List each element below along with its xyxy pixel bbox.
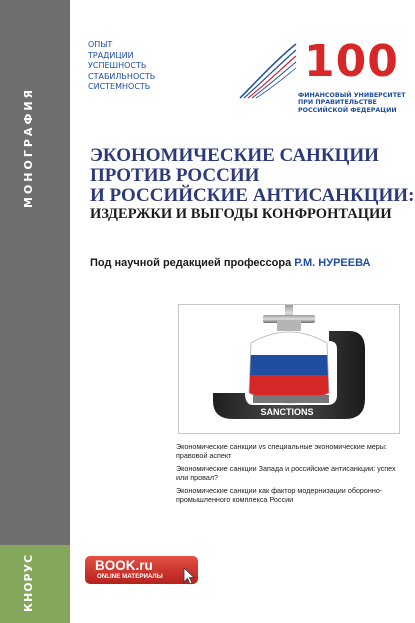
contents-item: Экономические санкции как фактор модернизации оборонно-промышленного комплекса России [176, 486, 383, 504]
university-name-line: РОССИЙСКОЙ ФЕДЕРАЦИИ [298, 106, 397, 114]
spine-publisher-label: КНОРУС [22, 553, 35, 612]
book-title [90, 145, 415, 206]
contents-list [176, 442, 406, 508]
trait-item: УСПЕШНОСТЬ [88, 61, 147, 70]
trait-item: СТАБИЛЬНОСТЬ [88, 71, 156, 81]
university-name [298, 92, 406, 114]
contents-item: Экономические санкции vs специальные экономические меры: правовой аспект [176, 442, 387, 460]
university-traits-list [88, 40, 155, 93]
title-line: ЭКОНОМИЧЕСКИЕ САНКЦИИ [90, 145, 379, 166]
spine-green-band [0, 545, 70, 623]
editor-name: Р.М. НУРЕЕВА [294, 257, 371, 269]
c-clamp-flag-icon [179, 305, 399, 433]
contents-item: Экономические санкции Запада и российские антисанкции: успех или провал? [176, 464, 396, 482]
university-swoosh-icon [238, 40, 298, 100]
title-line: ПРОТИВ РОССИИ [90, 165, 260, 186]
university-name-line: ПРИ ПРАВИТЕЛЬСТВЕ [298, 99, 377, 107]
trait-item: ТРАДИЦИИ [88, 50, 134, 60]
trait-item: СИСТЕМНОСТЬ [88, 82, 151, 91]
spine-gray-band [0, 0, 70, 545]
title-line: И РОССИЙСКИЕ АНТИСАНКЦИИ: [90, 185, 415, 206]
cursor-arrow-icon [183, 567, 197, 585]
editor-credit [90, 257, 370, 269]
bookru-subtitle: ONLINE МАТЕРИАЛЫ [97, 573, 163, 580]
spine-genre-label: МОНОГРАФИЯ [22, 86, 35, 208]
editor-prefix: Под научной редакцией профессора [90, 257, 292, 269]
bookru-badge[interactable] [85, 556, 198, 584]
anniversary-number: 100 [304, 36, 399, 87]
book-subtitle: ИЗДЕРЖКИ И ВЫГОДЫ КОНФРОНТАЦИИ [90, 206, 392, 222]
bookru-title: BOOK.ru [95, 558, 153, 573]
university-logo [294, 36, 406, 120]
trait-item: ОПЫТ [88, 40, 113, 49]
cover-illustration [178, 304, 400, 434]
clamp-label: SANCTIONS [260, 407, 314, 417]
book-spine [0, 0, 70, 623]
university-name-line: ФИНАНСОВЫЙ УНИВЕРСИТЕТ [298, 92, 406, 99]
